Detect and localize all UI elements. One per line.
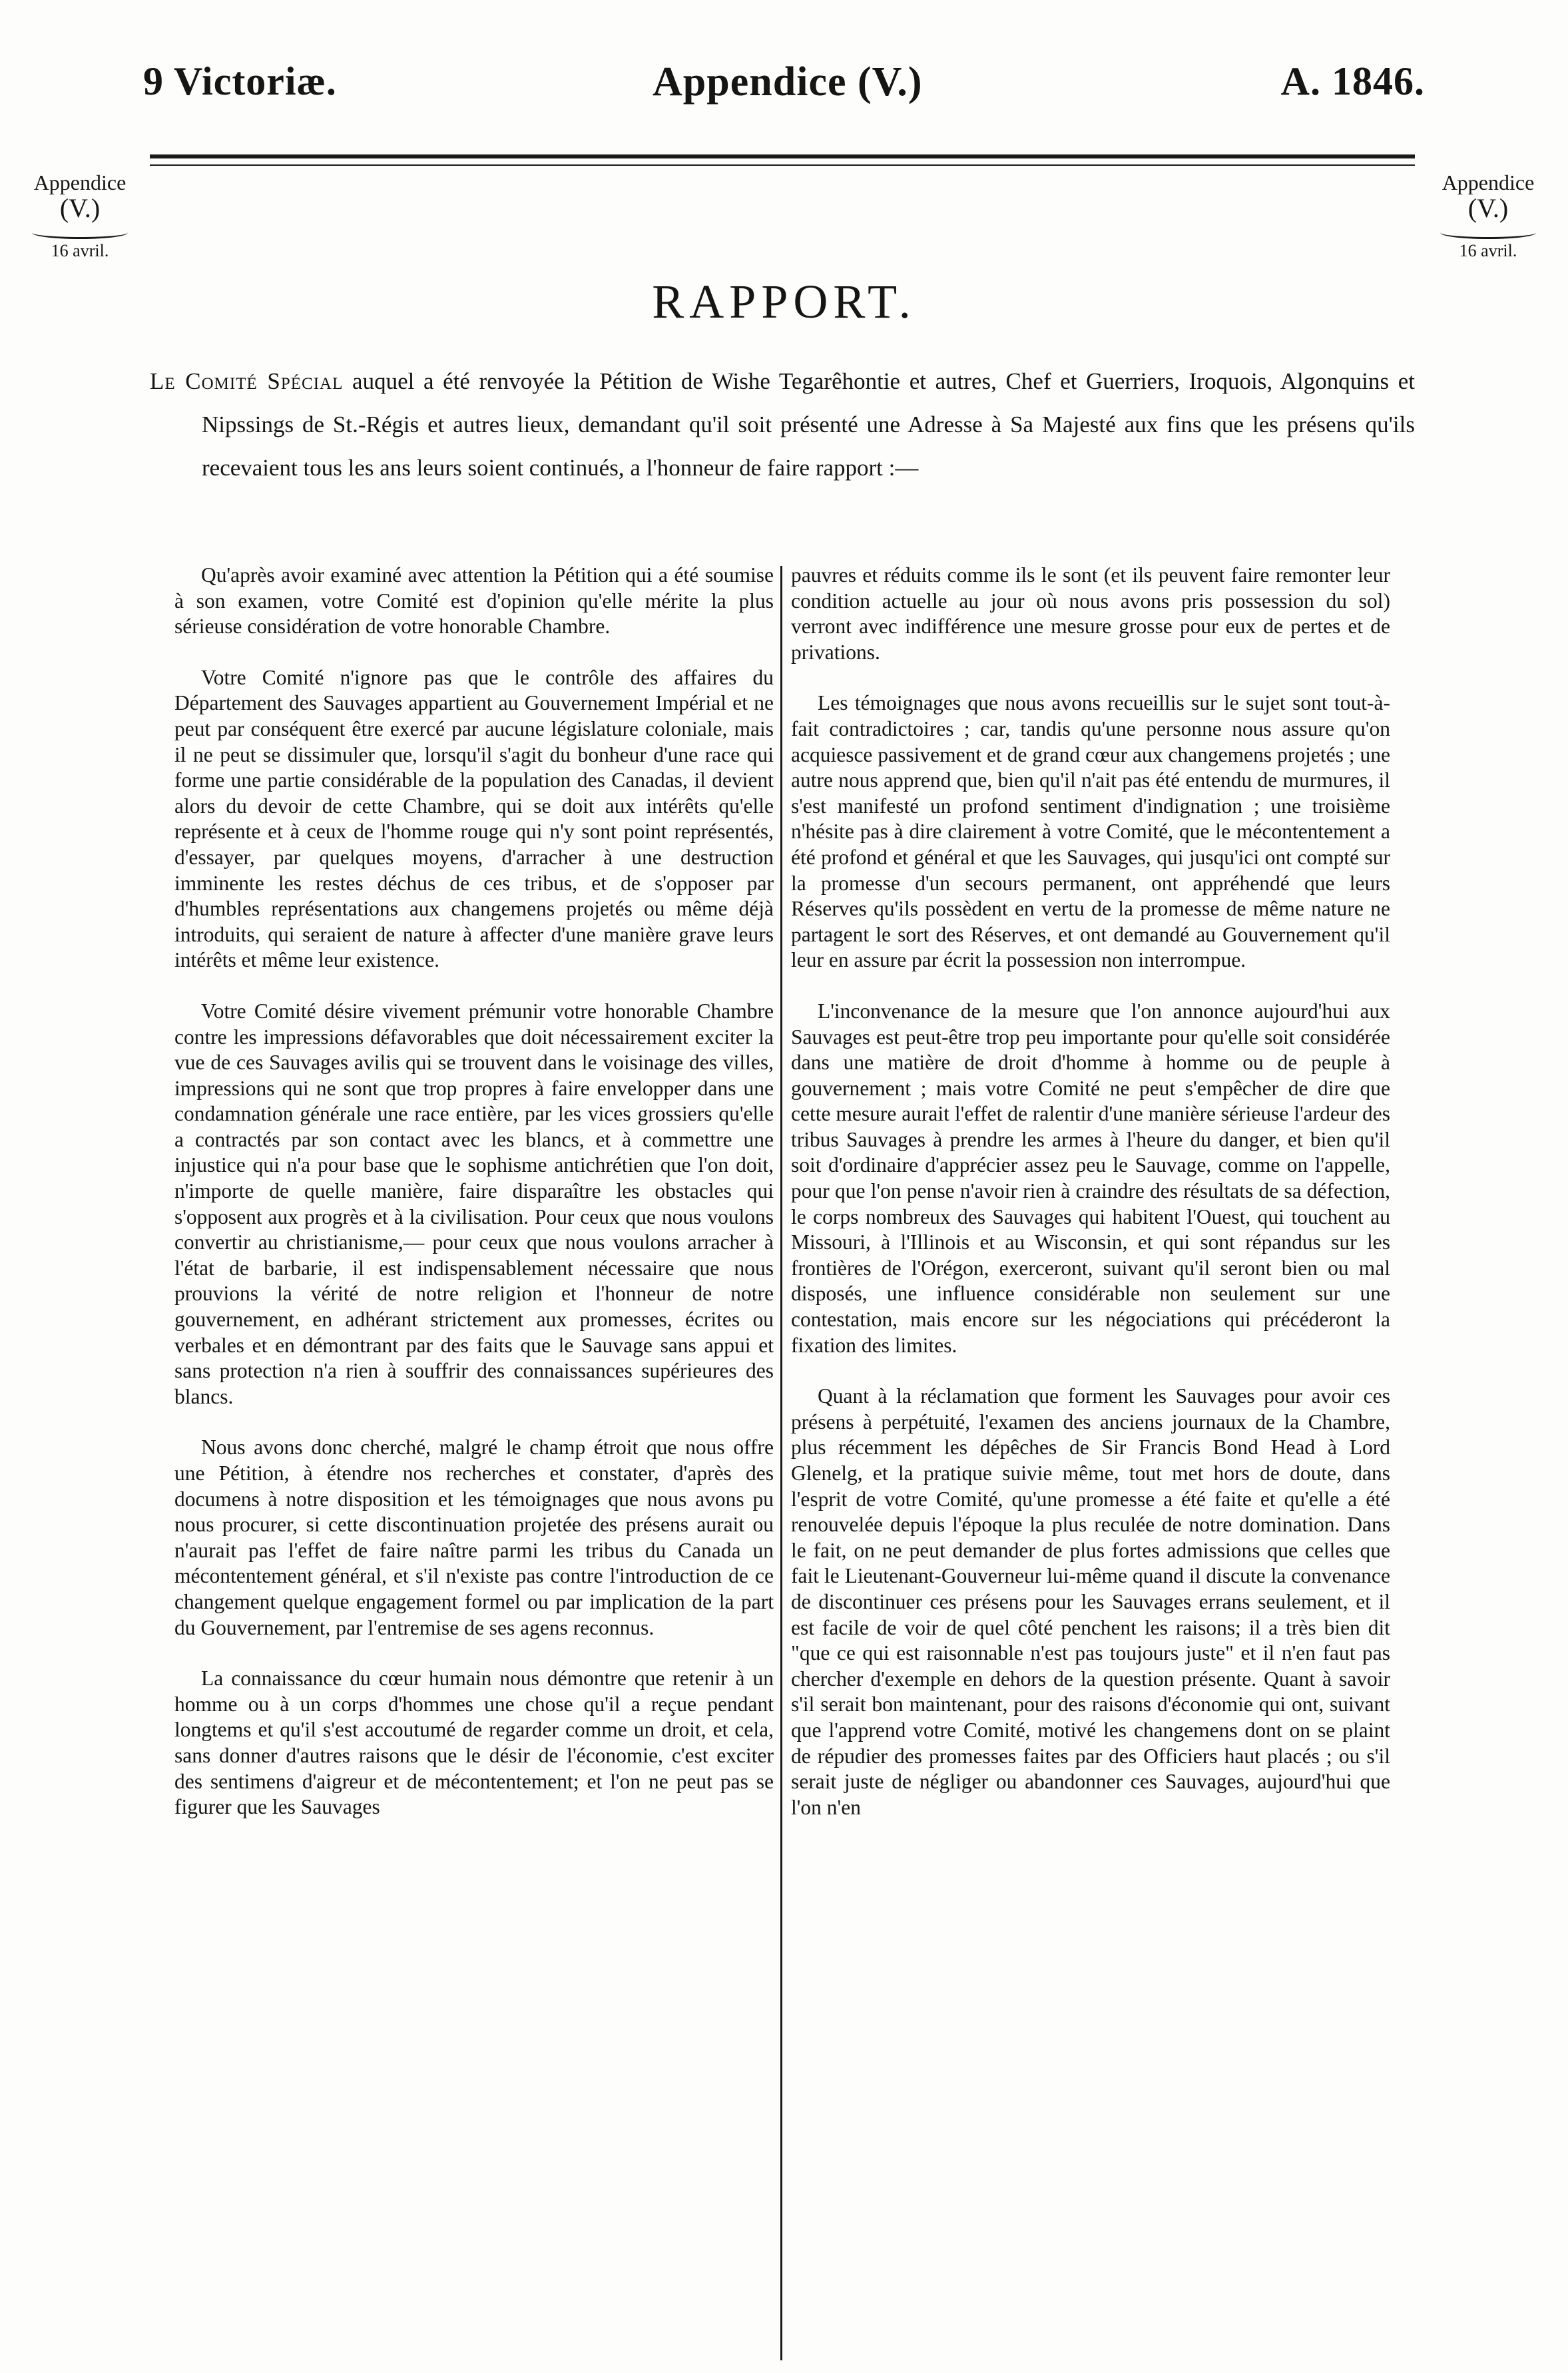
- header-session: 9 Victoriæ.: [143, 59, 337, 103]
- margin-note-date: 16 avril.: [51, 240, 109, 260]
- paragraph: L'inconvenance de la mesure que l'on annonce aujourd'hui aux Sauvages est peut-être trop peu importante pour qu'elle soit considérée dans une matière de droit d'homme à homme ou de peuple à gouvernement ; mais votre Comité ne peut s'empêcher de dire que cette mesure aurait l'effet de ralentir d'une manière sérieuse l'ardeur des tribus Sauvages à prendre les armes à l'heure du danger, et bien qu'il soit d'ordinaire d'apprécier assez peu le Sauvage, comme on l'appelle, pour que l'on pense n'avoir rien à craindre des résultats de sa défection, le corps nombreux des Sauvages qui habitent l'Ouest, qui touchent au Missouri, à l'Illinois et au Wisconsin, et qui sont répandus sur les frontières de l'Orégon, exerceront, suivant qu'il seront bien ou mal disposés, une influence considérable non seulement sur une contestation, mais encore sur les négociations qui précéderont la fixation des limites.: [791, 999, 1390, 1357]
- paragraph: Quant à la réclamation que forment les Sauvages pour avoir ces présens à perpétuité, l'examen des anciens journaux de la Chambre, plus récemment les dépêches de Sir Francis Bond Head à Lord Glenelg, et la pratique suivie même, tout met hors de doute, dans l'esprit de votre Comité, qu'une promesse a été faite et qu'elle a été renouvelée depuis l'époque la plus reculée de notre domination. Dans le fait, on ne peut demander de plus fortes admissions que celles que fait le Lieutenant-Gouverneur lui-même quand il discute la convenance de discontinuer ces présens pour les Sauvages errans seulement, et il est facile de voir de quel côté penchent les raisons; il a très bien dit "que ce qui est raisonnable n'est pas toujours juste" et il n'en faut pas chercher d'exemple en dehors de la question présente. Quant à savoir s'il serait bon maintenant, pour des raisons d'économie qui ont, suivant que l'apprend votre Comité, motivé les changemens dont on se plaint de répudier des promesses faites par des Officiers haut placés ; ou s'il serait juste de négliger ou abandonner ces Sauvages, aujourd'hui que l'on n'en: [791, 1384, 1390, 1819]
- margin-note-left: [20, 172, 140, 260]
- paragraph: Nous avons donc cherché, malgré le champ étroit que nous offre une Pétition, à étendre nos recherches et constater, d'après des documens à notre disposition et les témoignages que nous avons pu nous procurer, si cette discontinuation projetée des présens aurait ou n'aurait pas l'effet de faire naître parmi les tribus du Canada un mécontentement général, et s'il n'existe pas contre l'introduction de ce changement quelque engagement formel ou par implication de la part du Gouvernement, par l'entremise de ses agens reconnus.: [174, 1436, 774, 1639]
- margin-note-date: 16 avril.: [1459, 240, 1517, 260]
- report-title: RAPPORT.: [652, 275, 916, 328]
- paragraph: Qu'après avoir examiné avec attention la Pétition qui a été soumise à son examen, votre Comité est d'opinion qu'elle mérite la plus sérieuse considération de votre honorable Chambre.: [174, 563, 774, 639]
- report-intro: [150, 360, 1415, 489]
- paragraph: Votre Comité n'ignore pas que le contrôle des affaires du Département des Sauvages appartient au Gouvernement Impérial et ne peut par conséquent être exercé par aucune législature coloniale, mais il ne peut se dissimuler que, lorsqu'il s'agit du bonheur d'une race qui forme une partie considérable de la population des Canadas, il devient alors du devoir de cette Chambre, qui se doit aux intérêts qu'elle représente et à ceux de l'homme rouge qui n'y sont point représentés, d'essayer, par quelques moyens, d'arracher à une destruction imminente les restes déchus de ces tribus, et de s'opposer par d'humbles représentations aux changemens projetés ou même déjà introduits, qui seraient de nature à affecter d'une manière grave leurs intérêts et même leur existence.: [174, 665, 774, 972]
- intro-lead: Le Comité Spécial: [150, 368, 344, 394]
- paragraph: Les témoignages que nous avons recueillis sur le sujet sont tout-à-fait contradictoires ; car, tandis qu'une personne nous assure qu'on acquiesce passivement et de grand cœur aux changemens projetés ; une autre nous apprend que, bien qu'il n'ait pas été entendu de murmures, il s'est manifesté un profond sentiment d'indignation ; une troisième n'hésite pas à dire clairement à votre Comité, que le mécontentement a été profond et général et que les Sauvages, qui jusqu'ici ont compté sur la promesse d'un secours permanent, ont appréhendé que leurs Réserves qu'ils possèdent en vertu de la promesse de même nature ne partagent le sort des Réserves, et ont demandé au Gouvernement qu'il leur en assure par écrit la possession non interrompue.: [791, 691, 1390, 972]
- intro-text: auquel a été renvoyée la Pétition de Wishe Tegarêhontie et autres, Chef et Guerriers, Iroquois, Algonquins et Nipssings de St.-Régis et autres lieux, demandant qu'il soit présenté une Adresse à Sa Majesté aux fins que les présens qu'ils recevaient tous les ans leurs soient continués, a l'honneur de faire rapport :—: [202, 368, 1416, 481]
- margin-note-label: Appendice: [1441, 170, 1535, 194]
- header-rule-thin: [150, 164, 1415, 166]
- left-column: [174, 563, 774, 1846]
- paragraph: Votre Comité désire vivement prémunir votre honorable Chambre contre les impressions défavorables que doit nécessairement exciter la vue de ces Sauvages avilis qui se trouvent dans le voisinage des villes, impressions qui ne sont que trop propres à faire envelopper dans une condamnation générale une race entière, par les vices grossiers qu'elle a contractés par son contact avec les blancs, et à commettre une injustice qui n'a pour base que le sophisme antichrétien que l'on doit, n'importe de quelle manière, faire disparaître les obstacles qui s'opposent aux progrès et à la civilisation. Pour ceux que nous voulons convertir au christianisme,— pour ceux que nous voulons arracher à l'état de barbarie, il est indispensablement nécessaire que nous prouvions la vérité de notre religion et l'honneur de notre gouvernement, en adhérant strictement aux promesses, écrites ou verbales et en démontrant par des faits que le Sauvage sans appui et sans protection n'a rien à souffrir des connaissances supérieures des blancs.: [174, 999, 774, 1408]
- paragraph: La connaissance du cœur humain nous démontre que retenir à un homme ou à un corps d'hommes une chose qu'il a reçue pendant longtems et qu'il s'est accoutumé de regarder comme un droit, et cela, sans donner d'autres raisons que le désir de l'économie, c'est exciter des sentimens d'aigreur et de mécontentement; et l'on ne peut pas se figurer que les Sauvages: [174, 1667, 774, 1819]
- margin-note-label: Appendice: [33, 170, 127, 194]
- right-column: [791, 563, 1390, 1846]
- margin-note-appendix-letter: (V.): [1467, 192, 1509, 223]
- margin-note-right: [1428, 172, 1548, 260]
- column-divider: [780, 566, 782, 2360]
- brace-mark: [1440, 226, 1536, 239]
- brace-mark: [32, 226, 128, 239]
- paragraph: pauvres et réduits comme ils le sont (et ils peuvent faire remonter leur condition actuelle au jour où nous avons pris possession du sol) verront avec indifférence une mesure grosse pour eux de pertes et de privations.: [791, 563, 1390, 664]
- header-rule-thick: [150, 154, 1415, 158]
- margin-note-appendix-letter: (V.): [59, 192, 101, 223]
- header-appendix: Appendice (V.): [653, 59, 923, 105]
- header-year: A. 1846.: [1280, 59, 1425, 103]
